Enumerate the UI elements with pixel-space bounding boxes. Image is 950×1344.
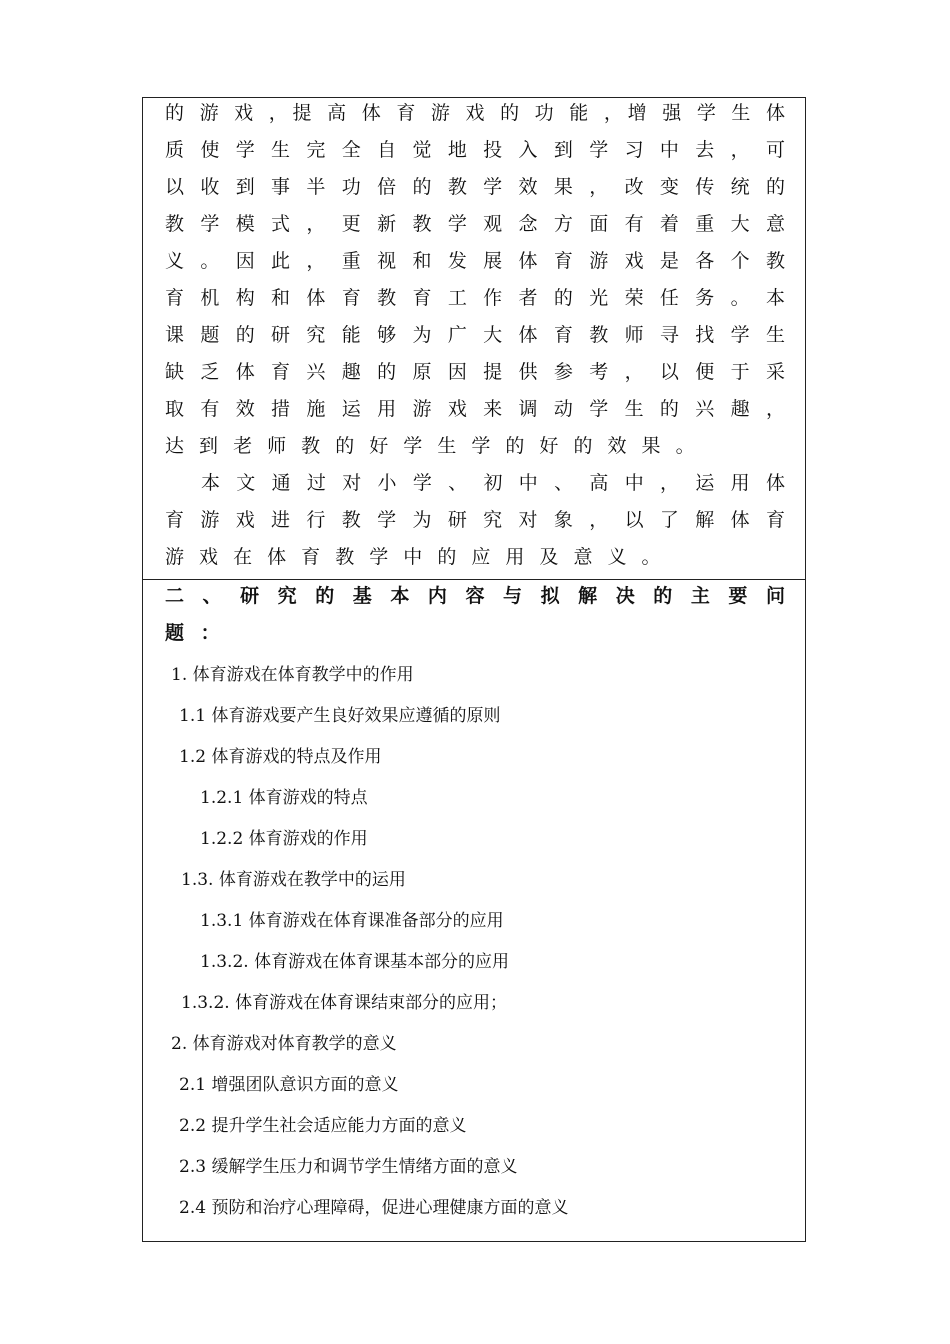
body-line: 的 游 戏 ，提 高 体 育 游 戏 的 功 能 ，增 强 学 生 体 [165, 102, 785, 124]
body-line-indented: 本 文 通 过 对 小 学 、 初 中 、 高 中 ， 运 用 体 [201, 472, 785, 494]
content-cell [143, 580, 805, 1241]
outline-item: 2.3 缓解学生压力和调节学生情绪方面的意义 [179, 1157, 518, 1177]
body-line: 教 学 模 式 ， 更 新 教 学 观 念 方 面 有 着 重 大 意 [165, 213, 785, 235]
outline-item: 2. 体育游戏对体育教学的意义 [171, 1034, 397, 1054]
outline-item: 1.3.2. 体育游戏在体育课结束部分的应用； [181, 993, 508, 1013]
body-line: 以 收 到 事 半 功 倍 的 教 学 效 果 ， 改 变 传 统 的 [165, 176, 785, 198]
outline-item: 2.4 预防和治疗心理障碍，促进心理健康方面的意义 [179, 1198, 569, 1218]
outline-item: 1.1 体育游戏要产生良好效果应遵循的原则 [179, 706, 501, 726]
section-heading: 二 、 研 究 的 基 本 内 容 与 拟 解 决 的 主 要 问 [165, 585, 785, 607]
body-line: 育 游 戏 进 行 教 学 为 研 究 对 象 ， 以 了 解 体 育 [165, 509, 785, 531]
outline-item: 1.2 体育游戏的特点及作用 [179, 747, 382, 767]
body-line: 义 。 因 此 ， 重 视 和 发 展 体 育 游 戏 是 各 个 教 [165, 250, 785, 272]
outline-item: 1. 体育游戏在体育教学中的作用 [171, 665, 414, 685]
body-line: 达 到 老 师 教 的 好 学 生 学 的 好 的 效 果 。 [165, 435, 696, 457]
body-line: 缺 乏 体 育 兴 趣 的 原 因 提 供 参 考 ， 以 便 于 采 [165, 361, 785, 383]
significance-cell [143, 98, 805, 580]
body-line: 育 机 构 和 体 育 教 育 工 作 者 的 光 荣 任 务 。 本 [165, 287, 785, 309]
body-line: 课 题 的 研 究 能 够 为 广 大 体 育 教 师 寻 找 学 生 [165, 324, 785, 346]
outline-item: 1.2.1 体育游戏的特点 [200, 788, 368, 808]
outline-item: 1.2.2 体育游戏的作用 [200, 829, 368, 849]
outline-item: 2.1 增强团队意识方面的意义 [179, 1075, 399, 1095]
section-heading-cont: 题 ： [165, 622, 220, 644]
body-line: 质 使 学 生 完 全 自 觉 地 投 入 到 学 习 中 去 ， 可 [165, 139, 785, 161]
proposal-table [142, 97, 806, 1242]
body-line: 游 戏 在 体 育 教 学 中 的 应 用 及 意 义 。 [165, 546, 661, 568]
outline-item: 1.3.2. 体育游戏在体育课基本部分的应用 [200, 952, 510, 972]
body-line: 取 有 效 措 施 运 用 游 戏 来 调 动 学 生 的 兴 趣 ， [165, 398, 785, 420]
outline-item: 1.3.1 体育游戏在体育课准备部分的应用 [200, 911, 504, 931]
outline-item: 2.2 提升学生社会适应能力方面的意义 [179, 1116, 467, 1136]
outline-item: 1.3. 体育游戏在教学中的运用 [181, 870, 406, 890]
